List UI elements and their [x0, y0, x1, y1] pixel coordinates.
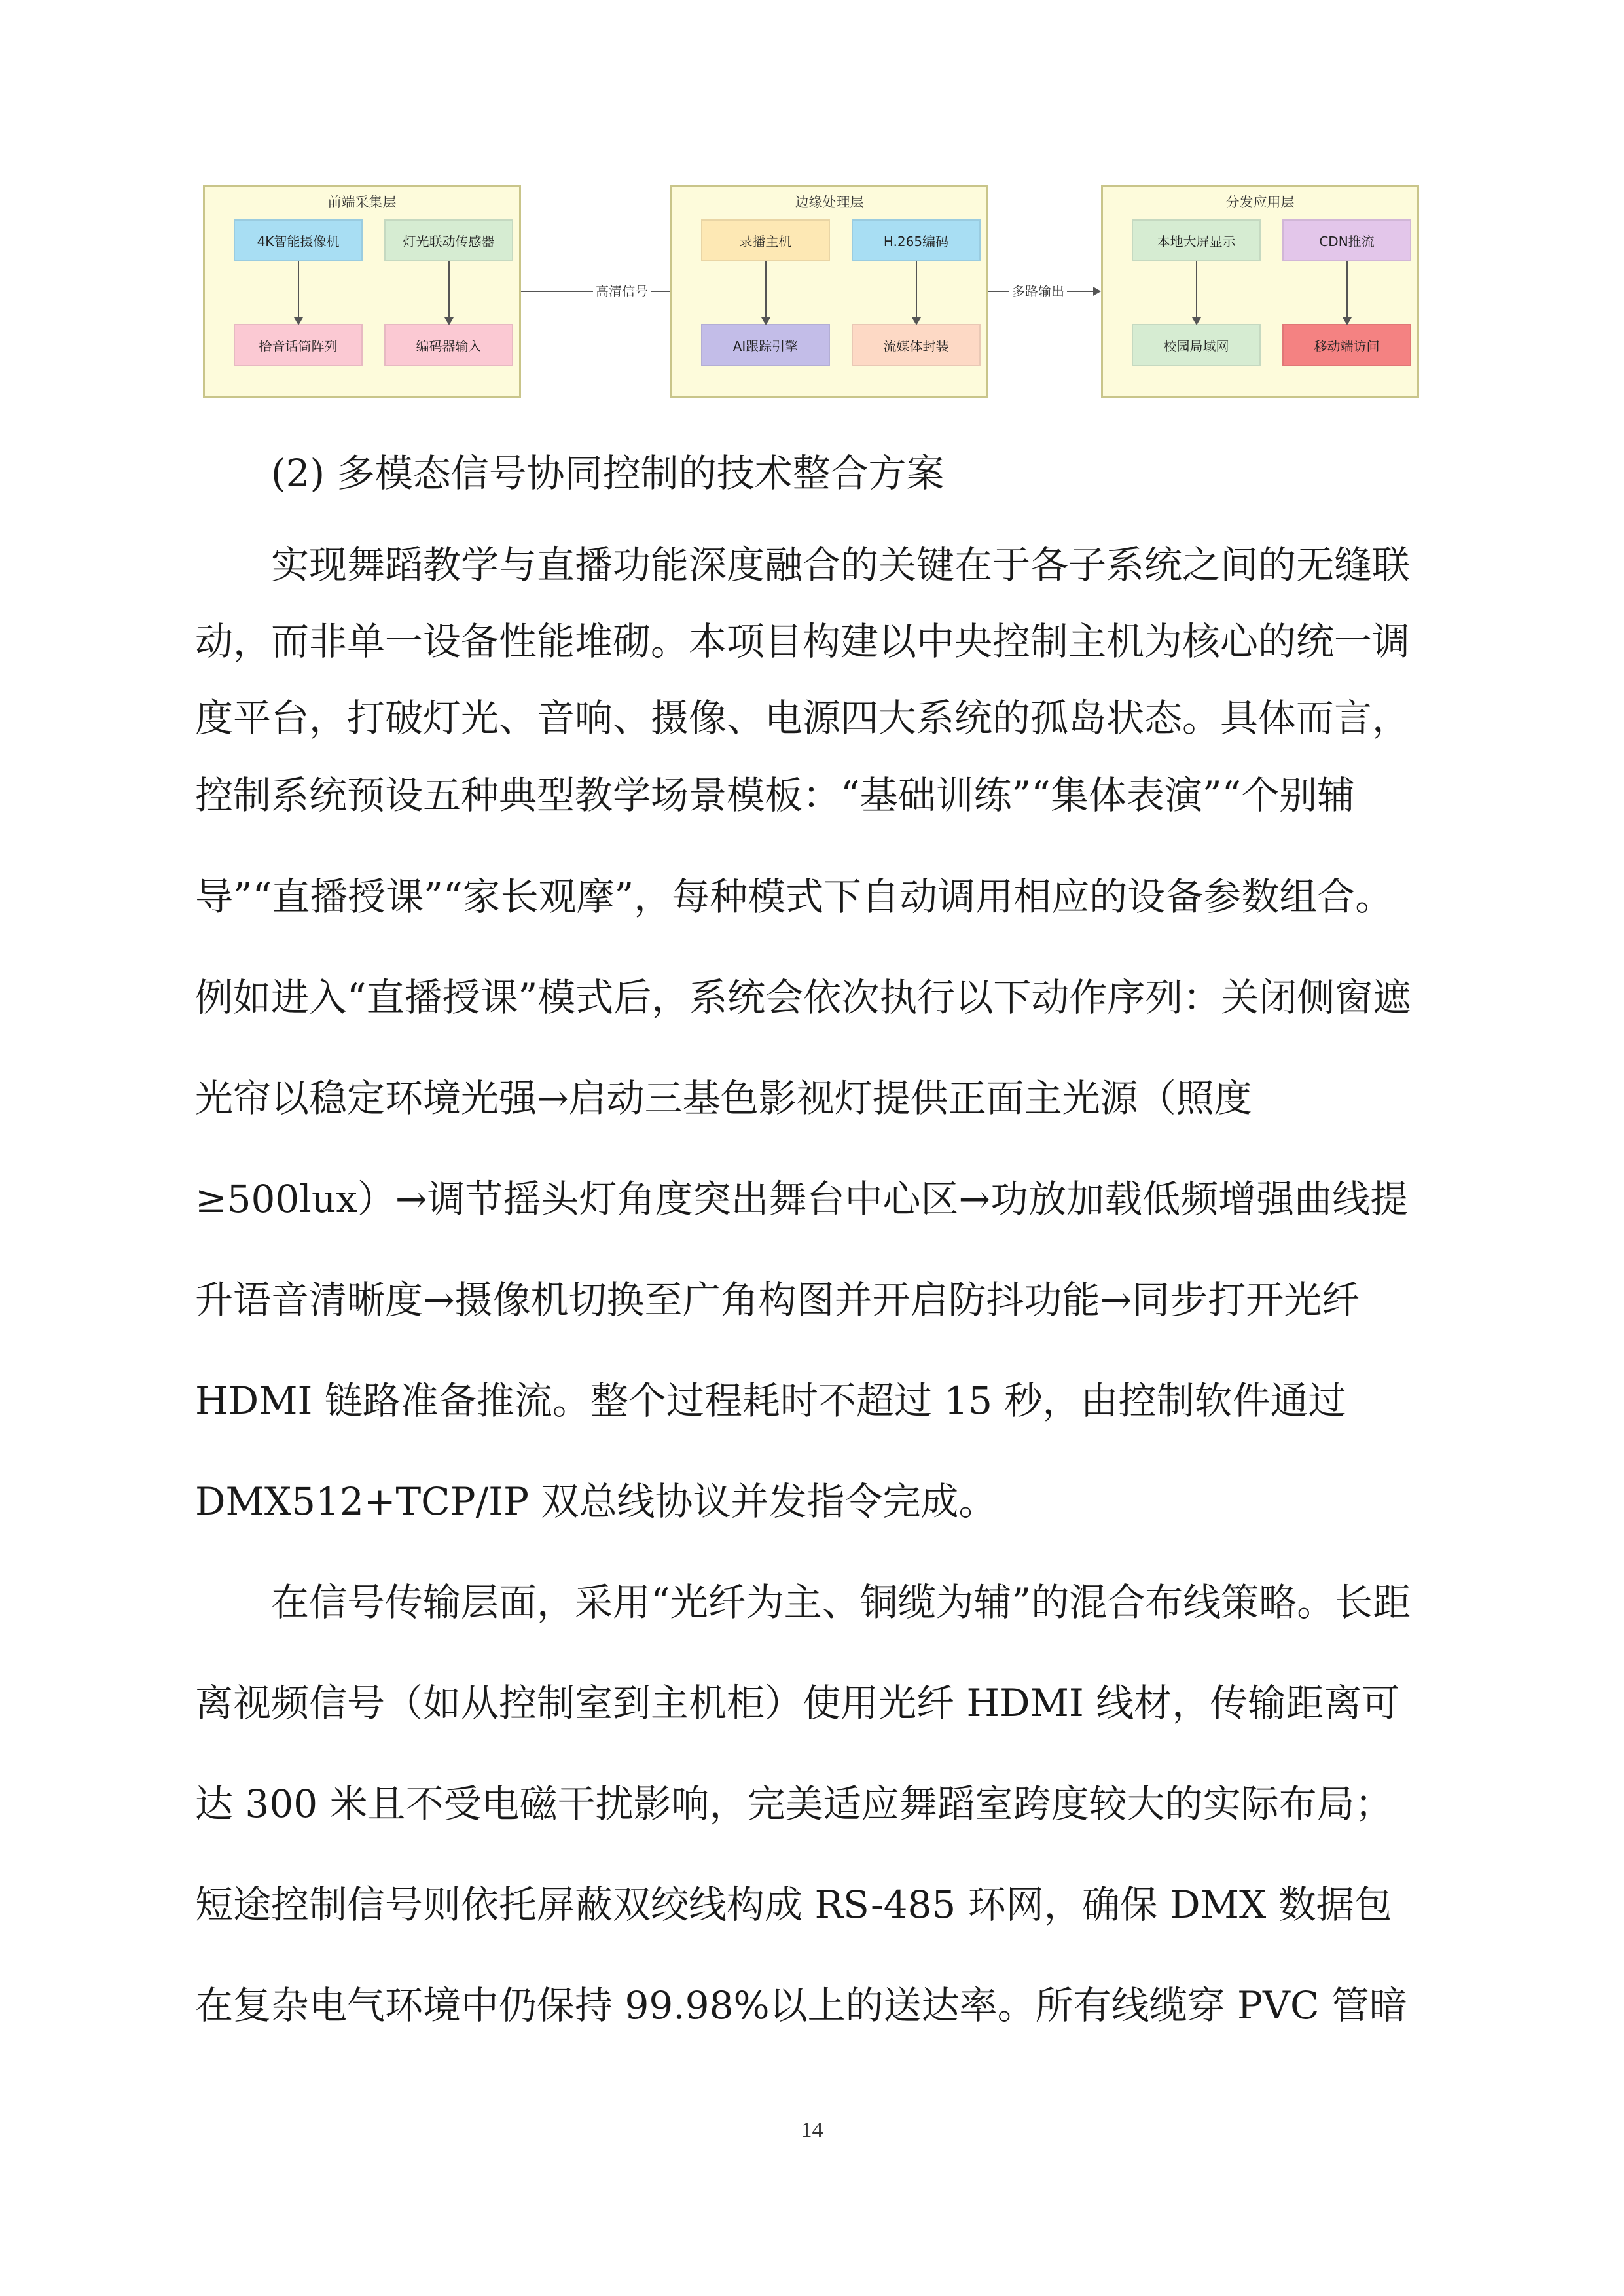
arrow-head-icon	[294, 317, 303, 325]
arrow-head-icon	[1343, 317, 1352, 325]
layer-edge-processing	[670, 185, 988, 398]
arrow-line	[765, 261, 767, 319]
node-mic-array: 拾音话筒阵列	[234, 324, 363, 366]
node-ai-tracking: AI跟踪引擎	[701, 324, 830, 366]
node-mobile-access: 移动端访问	[1282, 324, 1411, 366]
node-local-display: 本地大屏显示	[1132, 219, 1261, 261]
architecture-diagram	[203, 185, 1427, 401]
arrow-head-icon	[761, 317, 770, 325]
arrow-line	[448, 261, 450, 319]
node-encoder-input: 编码器输入	[384, 324, 513, 366]
node-campus-lan: 校园局域网	[1132, 324, 1261, 366]
paragraph-line: 达 300 米且不受电磁干扰影响，完美适应舞蹈室跨度较大的实际布局；	[195, 1782, 1393, 1826]
page-number: 14	[801, 2118, 823, 2142]
layer-distribution-app	[1101, 185, 1419, 398]
connector-label-hd-signal: 高清信号	[593, 282, 651, 300]
layer-title: 分发应用层	[1225, 194, 1295, 210]
arrow-line	[1346, 261, 1348, 319]
paragraph-line: DMX512+TCP/IP 双总线协议并发指令完成。	[195, 1479, 997, 1524]
section-heading: (2) 多模态信号协同控制的技术整合方案	[271, 451, 945, 495]
node-light-sensor: 灯光联动传感器	[384, 219, 513, 261]
paragraph-line: 升语音清晰度→摄像机切换至广角构图并开启防抖功能→同步打开光纤	[195, 1278, 1360, 1322]
node-4k-camera: 4K智能摄像机	[234, 219, 363, 261]
arrow-line	[916, 261, 917, 319]
paragraph-line: 控制系统预设五种典型教学场景模板：“基础训练”“集体表演”“个别辅	[195, 773, 1356, 817]
paragraph-line: 光帘以稳定环境光强→启动三基色影视灯提供正面主光源（照度	[195, 1076, 1252, 1121]
node-h265-encoding: H.265编码	[852, 219, 981, 261]
arrow-head-icon	[1093, 287, 1101, 296]
node-recording-host: 录播主机	[701, 219, 830, 261]
arrow-line	[298, 261, 299, 319]
arrow-head-icon	[912, 317, 921, 325]
paragraph-line: 在信号传输层面，采用“光纤为主、铜缆为辅”的混合布线策略。长距	[271, 1580, 1411, 1624]
layer-title: 边缘处理层	[795, 194, 864, 210]
arrow-head-icon	[444, 317, 454, 325]
paragraph-line: HDMI 链路准备推流。整个过程耗时不超过 15 秒，由控制软件通过	[195, 1378, 1346, 1423]
layer-frontend-capture	[203, 185, 521, 398]
paragraph-line: 导”“直播授课”“家长观摩”，每种模式下自动调用相应的设备参数组合。	[195, 874, 1394, 919]
paragraph-line: 在复杂电气环境中仍保持 99.98%以上的送达率。所有线缆穿 PVC 管暗	[195, 1983, 1407, 2028]
paragraph-line: 实现舞蹈教学与直播功能深度融合的关键在于各子系统之间的无缝联	[271, 543, 1411, 587]
paragraph-line: 动，而非单一设备性能堆砌。本项目构建以中央控制主机为核心的统一调	[195, 619, 1411, 664]
paragraph-line: ≥500lux）→调节摇头灯角度突出舞台中心区→功放加载低频增强曲线提	[195, 1177, 1409, 1221]
paragraph-line: 例如进入“直播授课”模式后，系统会依次执行以下动作序列：关闭侧窗遮	[195, 975, 1411, 1020]
paragraph-line: 短途控制信号则依托屏蔽双绞线构成 RS-485 环网，确保 DMX 数据包	[195, 1882, 1392, 1927]
connector-label-multi-output: 多路输出	[1009, 282, 1067, 300]
node-cdn-push: CDN推流	[1282, 219, 1411, 261]
paragraph-line: 离视频信号（如从控制室到主机柜）使用光纤 HDMI 线材，传输距离可	[195, 1681, 1400, 1725]
paragraph-line: 度平台，打破灯光、音响、摄像、电源四大系统的孤岛状态。具体而言，	[195, 696, 1411, 740]
arrow-head-icon	[1192, 317, 1201, 325]
arrow-line	[1196, 261, 1197, 319]
layer-title: 前端采集层	[327, 194, 397, 210]
node-stream-packaging: 流媒体封装	[852, 324, 981, 366]
